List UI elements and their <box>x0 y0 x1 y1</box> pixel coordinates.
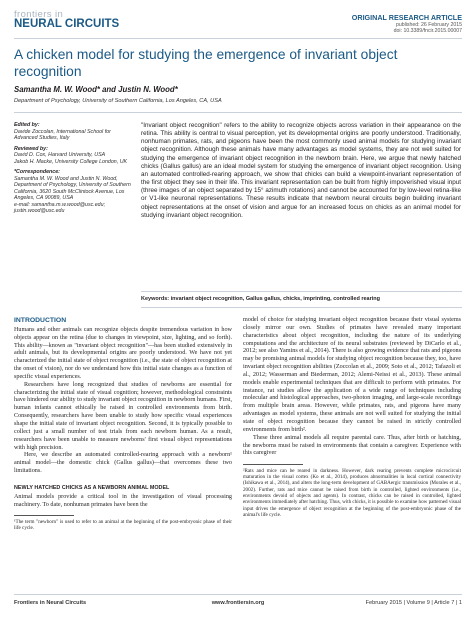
edited-heading: Edited by: <box>14 122 40 128</box>
paragraph: These three animal models all require parental care. Thus, after birth or hatching, the newborns must be raised in environments that contain a caregiver. Experience with this caregiver <box>243 434 461 457</box>
footer-website-link[interactable]: www.frontiersin.org <box>211 600 265 606</box>
left-column <box>14 317 232 532</box>
correspondence-text: Samantha M. W. Wood and Justin N. Wood, Department of Psychology, University of Southern California, 3620 South McClintock Avenue, Los Angeles, CA 90089, USA e-mail: samantha.m.w.wood@usc.edu; justin.wood@usc.edu <box>14 175 131 214</box>
abstract-rule <box>141 291 462 292</box>
footnote: ²Rats and mice can be reared in darkness. However, dark rearing prevents complete microcircuit maturation in the visual cortex (Ko et al., 2014), produces abnormalities in local cortical connectivity (Ishikawa et al., 2014), and alters the long-term development of GABAergic transmission (Morales et al., 2002). Further, rats and mice cannot be raised from birth in controlled, lighted environments (i.e., environments devoid of objects and agents). In contrast, chicks can be raised in controlled, lighted environments immediately after hatching. Thus, with chicks, it is possible to examine how patterned visual input drives the emergence of object recognition at the beginning of the post-embryonic phase of the animal's life cycle. <box>243 467 461 518</box>
paragraph: Researchers have long recognized that studies of newborns are essential for characterizing the initial state of visual cognition; however, methodological constraints have hindered our ability to study invariant object recognition in newborn humans. First, human infants cannot ethically be raised in controlled environments from birth. Consequently, researchers have been unable to study how specific visual experiences shape the initial state of invariant object recognition. Second, it is typically possible to collect just a small number of test trials from each newborn human. As a result, researchers have been unable to measure newborns' first visual object representations with high precision. <box>14 381 232 451</box>
paragraph: Animal models provide a critical tool in the investigation of visual processing machinery. To date, nonhuman primates have been the <box>14 493 232 508</box>
footnote: ¹The term "newborn" is used to refer to an animal at the beginning of the post-embryonic phase of their life cycle. <box>14 519 232 532</box>
footer-journal: Frontiers in Neural Circuits <box>14 600 87 606</box>
footer-rule <box>14 594 462 595</box>
publication-info <box>394 22 462 34</box>
reviewed-text: David D. Cox, Harvard University, USA Jakob H. Macke, University College London, UK <box>14 152 128 165</box>
doi: doi: 10.3389/fncir.2015.00007 <box>393 28 462 35</box>
affiliation: Department of Psychology, University of Southern California, Los Angeles, CA, USA <box>14 98 222 104</box>
paragraph: Humans and other animals can recognize objects despite tremendous variation in how objects appear on the retina (due to changes in viewpoint, size, lighting, and so forth). This ability—known as "invariant object recognition"—has been studied extensively in adult animals, but its developmental origins are poorly understood. We have not yet characterized the initial state of object recognition (i.e., the state of object recognition at the onset of vision), nor do we understand how this initial state changes as a function of specific visual experiences. <box>14 326 232 380</box>
header-rule <box>14 38 462 39</box>
keywords: Keywords: invariant object recognition, Gallus gallus, chicks, imprinting, controlled rearing <box>141 296 380 302</box>
paragraph: Here, we describe an automated controlled-rearing approach with a newborn¹ animal model—the domestic chick (Gallus gallus)—that overcomes these two limitations. <box>14 452 232 475</box>
introduction-heading: INTRODUCTION <box>14 317 67 324</box>
edited-text: Davide Zoccolan, International School for Advanced Studies, Italy <box>14 128 111 141</box>
reviewed-heading: Reviewed by: <box>14 145 48 152</box>
affiliation-rule <box>14 112 462 113</box>
correspondence-heading: *Correspondence: <box>14 169 60 175</box>
journal-name-line1: frontiers in <box>14 9 64 20</box>
abstract: "Invariant object recognition" refers to the ability to recognize objects across variation in their appearance on the retina. This ability is central to visual perception, yet its developmental origins are poorly understood. Traditionally, nonhuman primates, rats, and pigeons have been the most commonly used animal models for studying invariant object recognition. Although these animals have many advantages as model systems, they are not well suited for studying the emergence of invariant object recognition in the newborn brain. Here, we argue that newly hatched chicks (Gallus gallus) are an ideal model system for studying the emergence of invariant object recognition. Using an automated controlled-rearing approach, we show that chicks can build a viewpoint-invariant representation of the first object they see in their life. This invariant representation can be built from highly impoverished visual input (three images of an object separated by 15° azimuth rotations) and cannot be accounted for by low-level retina-like or V1-like neuronal representations. These results indicate that newborn neural circuits begin building invariant object representations at the onset of vision and argue for an increased focus on chicks as an animal model for studying invariant object recognition. <box>141 122 461 219</box>
footnote-rule <box>14 515 74 516</box>
subsection-heading: NEWLY HATCHED CHICKS AS A NEWBORN ANIMAL MODEL <box>14 484 170 491</box>
journal-name-line2: NEURAL CIRCUITS <box>14 18 120 30</box>
right-column <box>243 317 461 518</box>
article-type: ORIGINAL RESEARCH ARTICLE <box>351 13 462 22</box>
keywords-rule <box>141 307 462 308</box>
footnote-rule <box>243 464 303 465</box>
footer-issue-info: February 2015 | Volume 9 | Article 7 | 1 <box>365 600 462 606</box>
paragraph: model of choice for studying invariant object recognition because their visual systems closely mirror our own. Studies of primates have revealed many important characteristics about object recognition, including the nature of its underlying computations and the architecture of its neural substrates (reviewed by DiCarlo et al., 2012; see also Yamins et al., 2014). There is also growing evidence that rats and pigeons may be promising animal models for studying object recognition because they, too, have invariant object recognition abilities (Zoccolan et al., 2009; Soto et al., 2012; Tafazoli et al., 2012; Wasserman and Biederman, 2012; Alemi-Neissi et al., 2013). These animal models enable experimental techniques that are difficult to perform with primates. For instance, rat studies allow the application of a wide range of techniques including molecular and histological approaches, two-photon imaging, and large-scale recordings from multiple brain areas. However, while primates, rats, and pigeons have many advantages as model systems, these animals are not well suited for studying the initial state of object recognition because they cannot be raised in strictly controlled environments from birth². <box>243 317 461 433</box>
authors: Samantha M. W. Wood* and Justin N. Wood* <box>14 85 178 94</box>
sidebar <box>14 122 132 215</box>
published-date: published: 26 February 2015 <box>395 22 462 28</box>
paper-title: A chicken model for studying the emergence of invariant object recognition <box>14 47 398 79</box>
